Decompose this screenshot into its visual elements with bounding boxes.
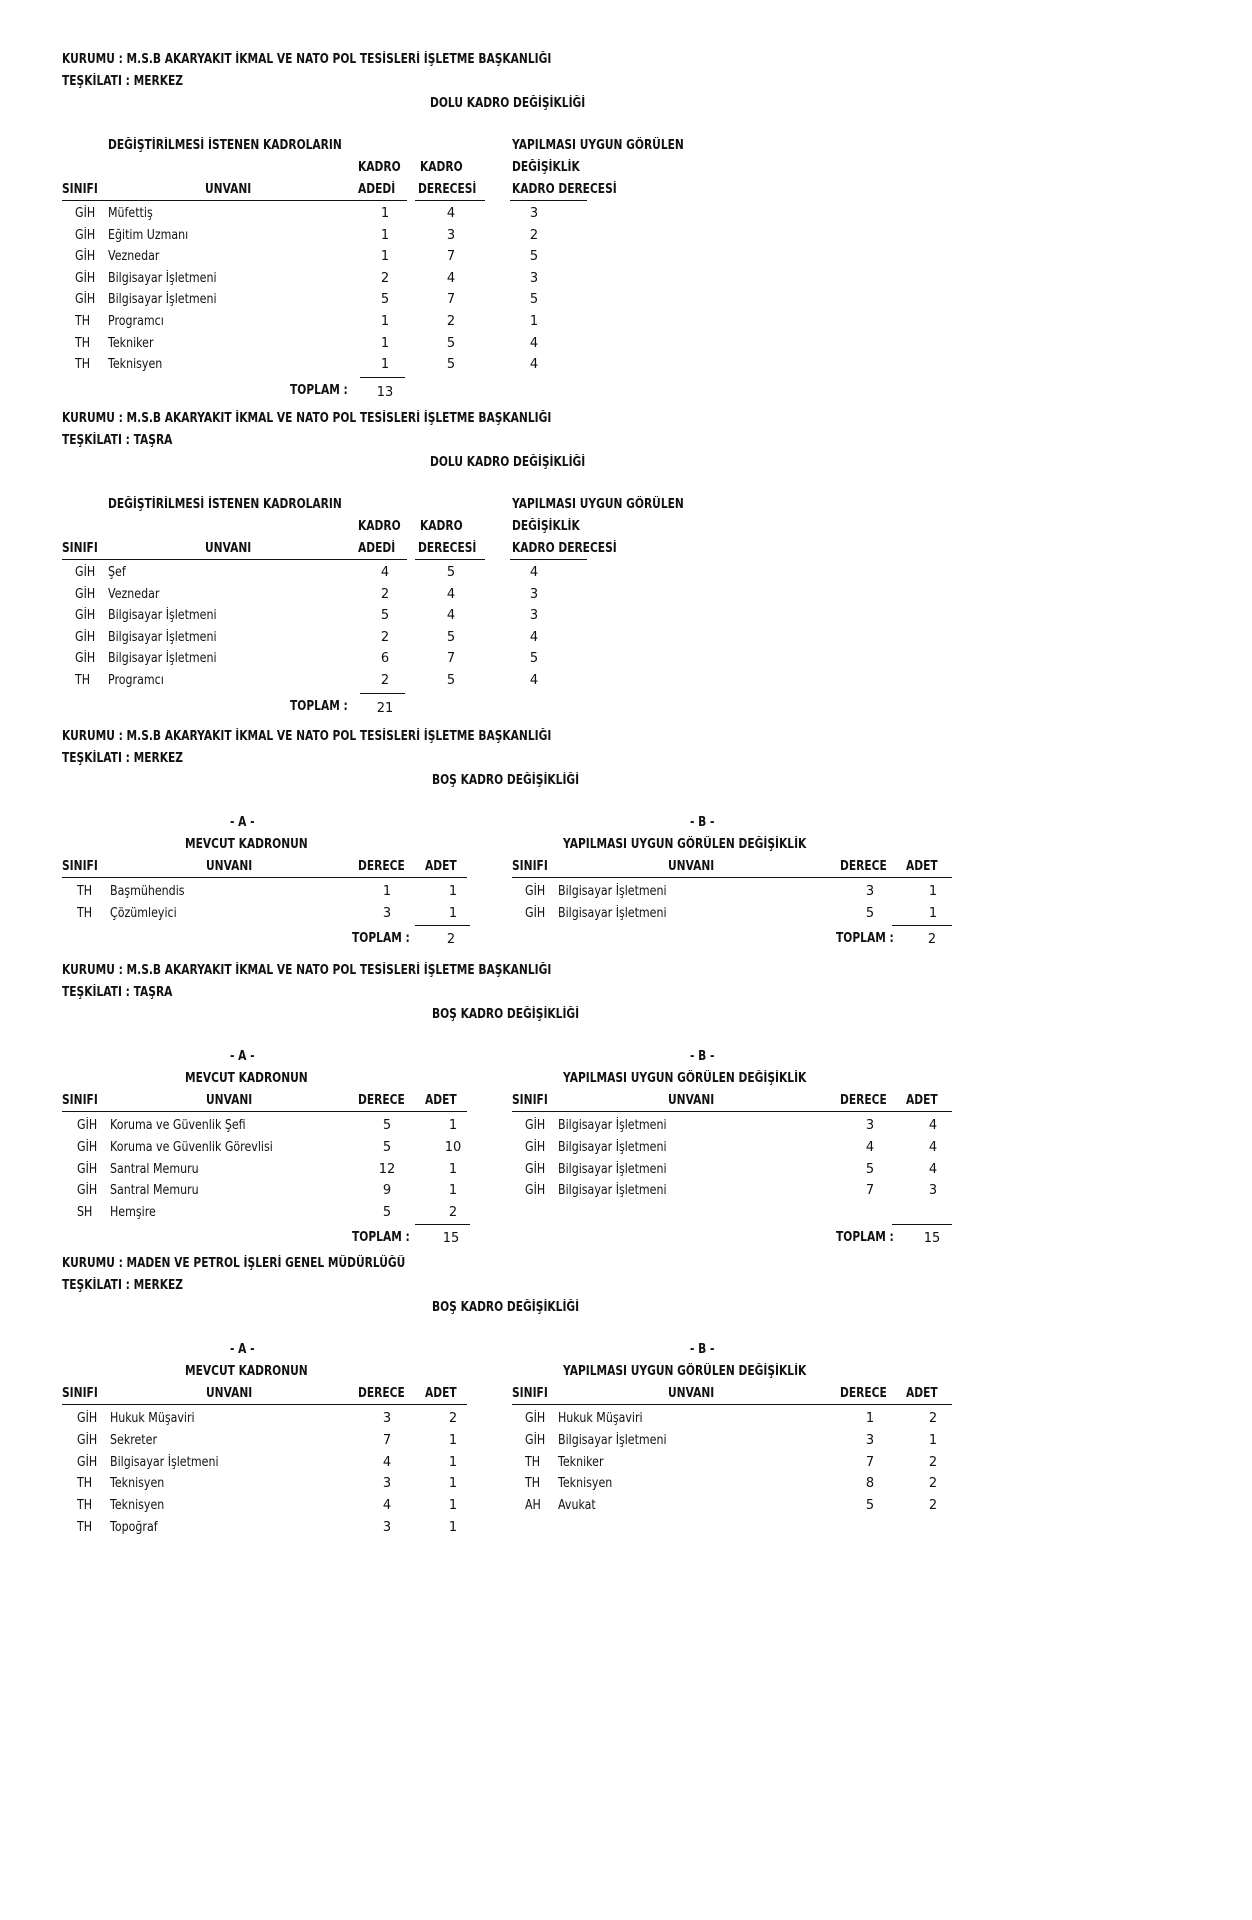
table-cell-adet: 1 [448, 1476, 458, 1492]
unvani-heading: UNVANI [668, 1093, 715, 1108]
table-cell-unvani: Hukuk Müşaviri [558, 1411, 643, 1426]
table-cell-derece: 7 [865, 1183, 875, 1199]
unvani-heading: UNVANI [206, 1386, 253, 1401]
table-cell-derece: 3 [382, 905, 392, 921]
table-cell-unvani: Bilgisayar İşletmeni [110, 1454, 219, 1470]
table-cell-adet: 1 [928, 1432, 938, 1448]
table-cell-kadro-derecesi: 1 [529, 314, 539, 329]
adedi-heading: ADEDİ [358, 541, 396, 556]
total-rule [415, 925, 470, 926]
table-cell-kadro-derecesi: 4 [529, 629, 539, 645]
table-cell-kadro-derecesi: 4 [529, 357, 539, 373]
table-cell-unvani: Eğitim Uzmanı [108, 227, 189, 243]
table-cell-derece: 8 [865, 1476, 875, 1492]
right-heading: YAPILMASI UYGUN GÖRÜLEN [512, 138, 684, 153]
teskilati-line: TEŞKİLATI : TAŞRA [62, 433, 173, 448]
kadro-heading: KADRO [358, 519, 401, 534]
derecesi-heading: DERECESİ [418, 541, 477, 556]
table-cell-derecesi: 4 [446, 608, 456, 624]
table-cell-sinifi: GİH [525, 884, 546, 899]
degisiklik-heading: DEĞİŞİKLİK [512, 519, 580, 534]
table-cell-derecesi: 7 [446, 651, 456, 667]
table-cell-sinifi: GİH [75, 651, 96, 667]
table-cell-unvani: Teknisyen [110, 1498, 165, 1514]
sinifi-heading: SINIFI [62, 1386, 98, 1401]
total-rule [892, 925, 952, 926]
table-cell-sinifi: TH [75, 335, 91, 351]
table-cell-sinifi: GİH [525, 1411, 546, 1426]
toplam-value: 2 [927, 931, 937, 947]
table-cell-adedi: 1 [380, 227, 390, 243]
header-rule [415, 559, 485, 560]
derece-heading: DERECE [840, 859, 887, 874]
table-cell-derecesi: 4 [446, 586, 456, 602]
table-cell-adedi: 1 [380, 335, 390, 351]
kadro-derecesi-heading: KADRO DERECESİ [512, 182, 617, 197]
unvani-heading: UNVANI [205, 182, 252, 197]
degisiklik-heading: DEĞİŞİKLİK [512, 160, 580, 175]
table-cell-sinifi: GİH [77, 1432, 98, 1448]
toplam-label: TOPLAM : [352, 1230, 410, 1245]
table-cell-adedi: 1 [380, 357, 390, 373]
table-cell-derecesi: 4 [446, 206, 456, 221]
table-cell-unvani: Programcı [108, 673, 164, 688]
table-cell-adet: 2 [928, 1411, 938, 1426]
header-rule [62, 559, 407, 560]
table-cell-kadro-derecesi: 4 [529, 565, 539, 580]
table-cell-adet: 4 [928, 1139, 938, 1155]
table-cell-sinifi: TH [75, 673, 91, 688]
section-title: DOLU KADRO DEĞİŞİKLİĞİ [430, 96, 586, 111]
table-cell-sinifi: GİH [77, 1118, 98, 1133]
part-a-title: MEVCUT KADRONUN [185, 1364, 308, 1379]
table-cell-kadro-derecesi: 5 [529, 249, 539, 265]
table-cell-derecesi: 7 [446, 249, 456, 265]
table-cell-sinifi: GİH [525, 1139, 546, 1155]
header-rule [512, 1111, 952, 1112]
total-rule [892, 1224, 952, 1225]
table-cell-adet: 1 [448, 1498, 458, 1514]
section-title: BOŞ KADRO DEĞİŞİKLİĞİ [432, 1300, 580, 1315]
table-cell-sinifi: AH [525, 1498, 541, 1514]
table-cell-kadro-derecesi: 5 [529, 292, 539, 308]
toplam-label: TOPLAM : [290, 698, 348, 714]
table-cell-unvani: Avukat [558, 1498, 596, 1514]
table-cell-sinifi: GİH [75, 292, 96, 308]
table-cell-adedi: 5 [380, 292, 390, 308]
table-cell-derecesi: 5 [446, 629, 456, 645]
table-cell-adedi: 2 [380, 586, 390, 602]
table-cell-unvani: Bilgisayar İşletmeni [108, 629, 217, 645]
table-cell-sinifi: TH [77, 1498, 93, 1514]
derece-heading: DERECE [840, 1386, 887, 1401]
kurumu-line: KURUMU : M.S.B AKARYAKIT İKMAL VE NATO POL TESİSLERİ İŞLETME BAŞKANLIĞI [62, 729, 552, 744]
table-cell-unvani: Veznedar [108, 586, 160, 602]
toplam-label: TOPLAM : [836, 930, 894, 946]
header-rule [62, 1404, 467, 1405]
table-cell-derece: 3 [382, 1476, 392, 1492]
table-cell-adedi: 2 [380, 629, 390, 645]
header-rule [510, 559, 587, 560]
table-cell-unvani: Bilgisayar İşletmeni [558, 1139, 667, 1155]
table-cell-derece: 1 [382, 884, 392, 899]
toplam-value: 2 [446, 931, 456, 947]
adet-heading: ADET [425, 859, 457, 874]
table-cell-derece: 9 [382, 1183, 392, 1199]
table-cell-sinifi: GİH [525, 1183, 546, 1199]
table-cell-unvani: Santral Memuru [110, 1161, 199, 1177]
table-cell-derecesi: 4 [446, 270, 456, 286]
table-cell-unvani: Bilgisayar İşletmeni [558, 1183, 667, 1199]
adet-heading: ADET [906, 1093, 938, 1108]
sinifi-heading: SINIFI [512, 859, 548, 874]
total-rule [360, 377, 405, 378]
table-cell-adedi: 1 [380, 249, 390, 265]
table-cell-unvani: Bilgisayar İşletmeni [558, 1432, 667, 1448]
table-cell-kadro-derecesi: 4 [529, 335, 539, 351]
table-cell-derece: 5 [865, 905, 875, 921]
derece-heading: DERECE [358, 859, 405, 874]
table-cell-adet: 1 [448, 1454, 458, 1470]
table-cell-derecesi: 5 [446, 335, 456, 351]
table-cell-unvani: Şef [108, 565, 126, 580]
part-b-title: YAPILMASI UYGUN GÖRÜLEN DEĞİŞİKLİK [563, 1364, 807, 1379]
table-cell-derecesi: 5 [446, 673, 456, 688]
header-rule [415, 200, 485, 201]
table-cell-adet: 2 [448, 1205, 458, 1221]
table-cell-sinifi: SH [77, 1205, 93, 1221]
table-cell-sinifi: GİH [525, 905, 546, 921]
table-cell-derece: 3 [865, 1432, 875, 1448]
sinifi-heading: SINIFI [512, 1386, 548, 1401]
unvani-heading: UNVANI [206, 1093, 253, 1108]
table-cell-sinifi: GİH [75, 249, 96, 265]
sinifi-heading: SINIFI [62, 541, 98, 556]
table-cell-derece: 3 [865, 884, 875, 899]
table-cell-sinifi: GİH [75, 608, 96, 624]
part-a-title: MEVCUT KADRONUN [185, 1071, 308, 1086]
teskilati-line: TEŞKİLATI : MERKEZ [62, 74, 183, 89]
unvani-heading: UNVANI [206, 859, 253, 874]
table-cell-adet: 1 [928, 884, 938, 899]
part-b-mark: - B - [690, 815, 715, 830]
kurumu-line: KURUMU : MADEN VE PETROL İŞLERİ GENEL MÜDÜRLÜĞÜ [62, 1256, 406, 1271]
kurumu-line: KURUMU : M.S.B AKARYAKIT İKMAL VE NATO POL TESİSLERİ İŞLETME BAŞKANLIĞI [62, 963, 552, 978]
table-cell-adet: 1 [448, 1161, 458, 1177]
sinifi-heading: SINIFI [62, 182, 98, 197]
table-cell-sinifi: GİH [75, 270, 96, 286]
table-cell-derece: 12 [378, 1161, 396, 1177]
table-cell-sinifi: GİH [77, 1411, 98, 1426]
table-cell-adedi: 2 [380, 673, 390, 688]
table-cell-derece: 4 [382, 1454, 392, 1470]
table-cell-kadro-derecesi: 3 [529, 586, 539, 602]
table-cell-unvani: Bilgisayar İşletmeni [558, 1161, 667, 1177]
table-cell-sinifi: TH [525, 1476, 541, 1492]
table-cell-sinifi: TH [75, 357, 91, 373]
section-title: BOŞ KADRO DEĞİŞİKLİĞİ [432, 1007, 580, 1022]
table-cell-adet: 1 [448, 1118, 458, 1133]
table-cell-adet: 1 [448, 905, 458, 921]
table-cell-unvani: Hemşire [110, 1205, 156, 1221]
table-cell-adet: 1 [448, 1520, 458, 1535]
table-cell-unvani: Bilgisayar İşletmeni [558, 905, 667, 921]
table-cell-sinifi: GİH [525, 1432, 546, 1448]
table-cell-derecesi: 5 [446, 565, 456, 580]
table-cell-kadro-derecesi: 3 [529, 608, 539, 624]
table-cell-unvani: Bilgisayar İşletmeni [558, 1118, 667, 1133]
table-cell-adet: 2 [928, 1454, 938, 1470]
adet-heading: ADET [425, 1386, 457, 1401]
table-cell-kadro-derecesi: 2 [529, 227, 539, 243]
unvani-heading: UNVANI [668, 859, 715, 874]
table-cell-unvani: Müfettiş [108, 206, 153, 221]
table-cell-adet: 4 [928, 1161, 938, 1177]
table-cell-adedi: 1 [380, 206, 390, 221]
toplam-label: TOPLAM : [290, 382, 348, 398]
sinifi-heading: SINIFI [512, 1093, 548, 1108]
part-a-mark: - A - [230, 815, 255, 830]
toplam-label: TOPLAM : [836, 1230, 894, 1245]
kadro-heading: KADRO [420, 160, 463, 175]
table-cell-adedi: 2 [380, 270, 390, 286]
table-cell-derece: 5 [382, 1205, 392, 1221]
adet-heading: ADET [425, 1093, 457, 1108]
total-rule [360, 693, 405, 694]
table-cell-adet: 3 [928, 1183, 938, 1199]
table-cell-unvani: Tekniker [108, 335, 154, 351]
table-cell-sinifi: GİH [75, 629, 96, 645]
header-rule [512, 1404, 952, 1405]
table-cell-unvani: Teknisyen [110, 1476, 165, 1492]
header-rule [510, 200, 587, 201]
table-cell-unvani: Bilgisayar İşletmeni [108, 608, 217, 624]
table-cell-derecesi: 5 [446, 357, 456, 373]
table-cell-unvani: Bilgisayar İşletmeni [108, 651, 217, 667]
table-cell-sinifi: TH [525, 1454, 541, 1470]
table-cell-sinifi: GİH [77, 1139, 98, 1155]
table-cell-unvani: Santral Memuru [110, 1183, 199, 1199]
part-a-mark: - A - [230, 1342, 255, 1357]
table-cell-sinifi: GİH [75, 206, 96, 221]
table-cell-adet: 10 [444, 1139, 462, 1155]
table-cell-sinifi: GİH [75, 565, 96, 580]
table-cell-adedi: 1 [380, 314, 390, 329]
table-cell-derecesi: 7 [446, 292, 456, 308]
table-cell-derecesi: 2 [446, 314, 456, 329]
table-cell-sinifi: GİH [77, 1454, 98, 1470]
table-cell-adet: 2 [448, 1411, 458, 1426]
table-cell-kadro-derecesi: 3 [529, 270, 539, 286]
left-heading: DEĞİŞTİRİLMESİ İSTENEN KADROLARIN [108, 497, 342, 512]
table-cell-sinifi: GİH [525, 1118, 546, 1133]
kurumu-line: KURUMU : M.S.B AKARYAKIT İKMAL VE NATO POL TESİSLERİ İŞLETME BAŞKANLIĞI [62, 411, 552, 426]
kadro-heading: KADRO [358, 160, 401, 175]
kurumu-line: KURUMU : M.S.B AKARYAKIT İKMAL VE NATO POL TESİSLERİ İŞLETME BAŞKANLIĞI [62, 52, 552, 67]
toplam-value: 21 [376, 700, 394, 716]
table-cell-unvani: Teknisyen [108, 357, 163, 373]
table-cell-derece: 1 [865, 1411, 875, 1426]
table-cell-derece: 5 [865, 1498, 875, 1514]
table-cell-unvani: Bilgisayar İşletmeni [108, 292, 217, 308]
adet-heading: ADET [906, 1386, 938, 1401]
table-cell-unvani: Teknisyen [558, 1476, 613, 1492]
table-cell-sinifi: GİH [77, 1183, 98, 1199]
part-b-title: YAPILMASI UYGUN GÖRÜLEN DEĞİŞİKLİK [563, 1071, 807, 1086]
teskilati-line: TEŞKİLATI : TAŞRA [62, 985, 173, 1000]
header-rule [62, 877, 467, 878]
table-cell-derece: 7 [865, 1454, 875, 1470]
table-cell-adet: 1 [928, 905, 938, 921]
table-cell-adet: 2 [928, 1498, 938, 1514]
table-cell-derece: 5 [382, 1139, 392, 1155]
table-cell-derece: 4 [865, 1139, 875, 1155]
table-cell-derece: 5 [382, 1118, 392, 1133]
table-cell-unvani: Çözümleyici [110, 905, 177, 921]
unvani-heading: UNVANI [205, 541, 252, 556]
kadro-heading: KADRO [420, 519, 463, 534]
teskilati-line: TEŞKİLATI : MERKEZ [62, 1278, 183, 1293]
adet-heading: ADET [906, 859, 938, 874]
table-cell-derece: 4 [382, 1498, 392, 1514]
table-cell-unvani: Sekreter [110, 1432, 157, 1448]
table-cell-adet: 1 [448, 1432, 458, 1448]
table-cell-derece: 5 [865, 1161, 875, 1177]
unvani-heading: UNVANI [668, 1386, 715, 1401]
table-cell-sinifi: TH [77, 1476, 93, 1492]
header-rule [512, 877, 952, 878]
table-cell-unvani: Tekniker [558, 1454, 604, 1470]
table-cell-kadro-derecesi: 4 [529, 673, 539, 688]
table-cell-adedi: 5 [380, 608, 390, 624]
kadro-derecesi-heading: KADRO DERECESİ [512, 541, 617, 556]
table-cell-unvani: Topoğraf [110, 1520, 158, 1535]
table-cell-sinifi: TH [77, 884, 93, 899]
section-title: BOŞ KADRO DEĞİŞİKLİĞİ [432, 773, 580, 788]
teskilati-line: TEŞKİLATI : MERKEZ [62, 751, 183, 766]
table-cell-unvani: Veznedar [108, 249, 160, 265]
table-cell-sinifi: GİH [525, 1161, 546, 1177]
table-cell-sinifi: TH [77, 905, 93, 921]
left-heading: DEĞİŞTİRİLMESİ İSTENEN KADROLARIN [108, 138, 342, 153]
header-rule [62, 200, 407, 201]
table-cell-unvani: Koruma ve Güvenlik Şefi [110, 1118, 246, 1133]
total-rule [415, 1224, 470, 1225]
table-cell-sinifi: TH [75, 314, 91, 329]
part-b-mark: - B - [690, 1049, 715, 1064]
table-cell-derece: 3 [865, 1118, 875, 1133]
table-cell-sinifi: TH [77, 1520, 93, 1535]
derece-heading: DERECE [840, 1093, 887, 1108]
adedi-heading: ADEDİ [358, 182, 396, 197]
toplam-value: 15 [442, 1231, 460, 1246]
sinifi-heading: SINIFI [62, 1093, 98, 1108]
table-cell-kadro-derecesi: 5 [529, 651, 539, 667]
table-cell-kadro-derecesi: 3 [529, 206, 539, 221]
sinifi-heading: SINIFI [62, 859, 98, 874]
derecesi-heading: DERECESİ [418, 182, 477, 197]
section-title: DOLU KADRO DEĞİŞİKLİĞİ [430, 455, 586, 470]
derece-heading: DERECE [358, 1386, 405, 1401]
part-b-title: YAPILMASI UYGUN GÖRÜLEN DEĞİŞİKLİK [563, 837, 807, 852]
table-cell-sinifi: GİH [75, 586, 96, 602]
part-a-title: MEVCUT KADRONUN [185, 837, 308, 852]
table-cell-unvani: Bilgisayar İşletmeni [558, 884, 667, 899]
table-cell-derece: 3 [382, 1520, 392, 1535]
table-cell-derece: 7 [382, 1432, 392, 1448]
derece-heading: DERECE [358, 1093, 405, 1108]
header-rule [62, 1111, 467, 1112]
table-cell-adet: 1 [448, 1183, 458, 1199]
toplam-label: TOPLAM : [352, 930, 410, 946]
table-cell-derecesi: 3 [446, 227, 456, 243]
table-cell-adedi: 4 [380, 565, 390, 580]
part-a-mark: - A - [230, 1049, 255, 1064]
table-cell-adet: 1 [448, 884, 458, 899]
table-cell-unvani: Programcı [108, 314, 164, 329]
toplam-value: 15 [923, 1231, 941, 1246]
part-b-mark: - B - [690, 1342, 715, 1357]
table-cell-adedi: 6 [380, 651, 390, 667]
toplam-value: 13 [376, 384, 394, 400]
table-cell-adet: 4 [928, 1118, 938, 1133]
table-cell-adet: 2 [928, 1476, 938, 1492]
table-cell-derece: 3 [382, 1411, 392, 1426]
table-cell-sinifi: GİH [75, 227, 96, 243]
table-cell-unvani: Koruma ve Güvenlik Görevlisi [110, 1139, 273, 1155]
table-cell-unvani: Hukuk Müşaviri [110, 1411, 195, 1426]
table-cell-sinifi: GİH [77, 1161, 98, 1177]
table-cell-unvani: Bilgisayar İşletmeni [108, 270, 217, 286]
right-heading: YAPILMASI UYGUN GÖRÜLEN [512, 497, 684, 512]
table-cell-unvani: Başmühendis [110, 884, 185, 899]
